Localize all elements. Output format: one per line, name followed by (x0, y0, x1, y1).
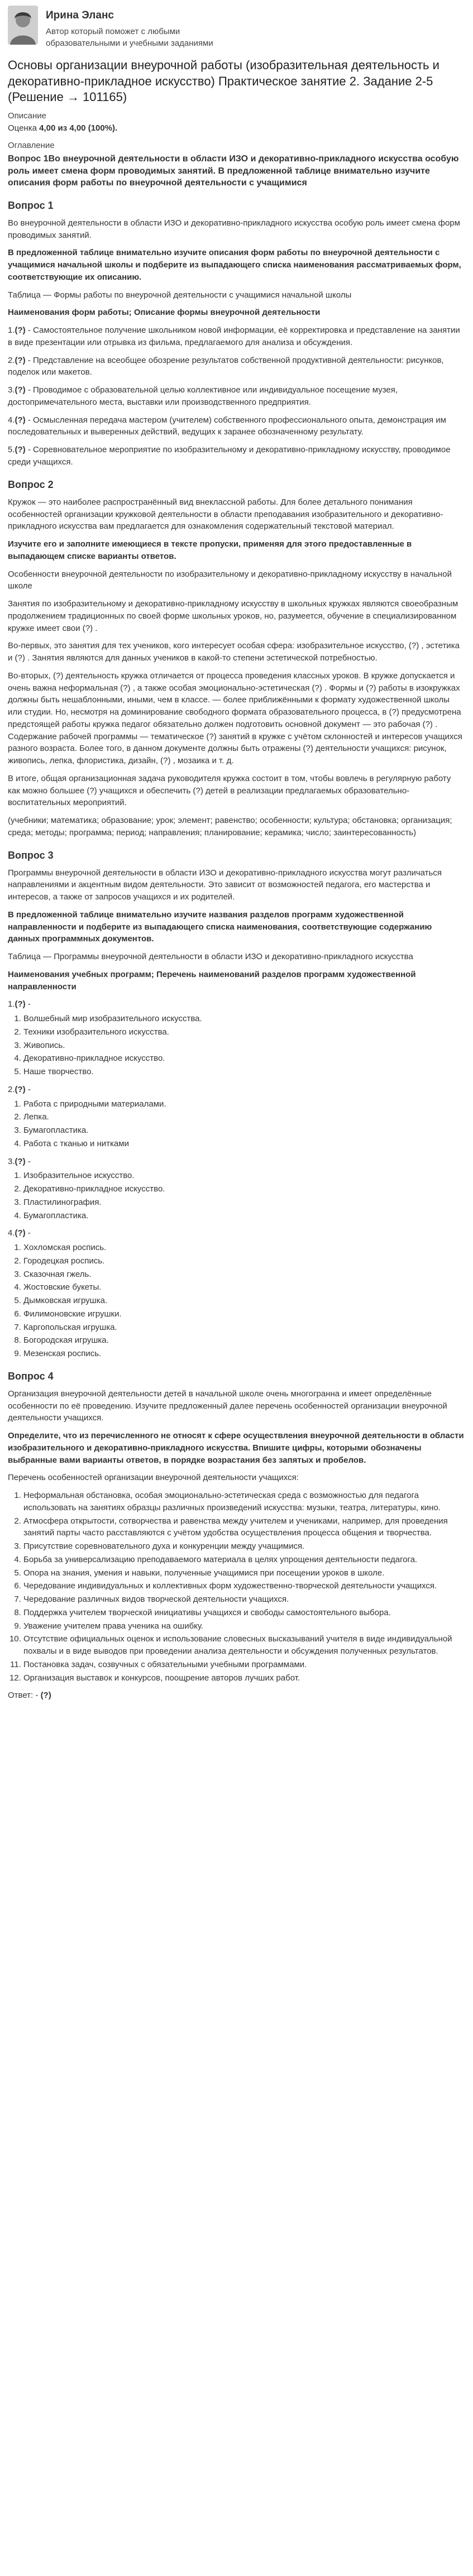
list-item: 4. Борьба за универсализацию преподаваемого материала в целях упрощения деятельности педагога. (23, 1554, 465, 1566)
answer-blank[interactable]: (?) (15, 1084, 26, 1094)
question-3-heading: Вопрос 3 (8, 849, 54, 861)
item-number: 5. (8, 445, 15, 455)
list-item: 11. Постановка задач, созвучных с обязательными учебными программами. (23, 1659, 465, 1671)
answer-blank[interactable]: (?) (15, 445, 26, 455)
question-4-answer (8, 1689, 465, 1702)
question-1-intro: Во внеурочной деятельности в области ИЗО и декоративно-прикладного искусства особую роль имеет смена форм проводимых занятий. (8, 218, 460, 240)
question-1-item (8, 414, 465, 439)
author-info (46, 6, 247, 50)
answer-blank[interactable]: (?) (15, 355, 26, 365)
question-2-paragraph: В итоге, общая организационная задача руководителя кружка состоит в том, чтобы вовлечь в регулярную работу как можно большее (?) учащихся и обеспечить (?) детей в реализации предлагаемых образовательно-воспитательных мероприятий. (8, 773, 451, 808)
program-group: 1.(?) - 1. Волшебный мир изобразительного искусства. 2. Техники изобразительного искусства. 3. Живопись. 4. Декоративно-прикладное искусство. 5. Наше творчество. (8, 998, 465, 1078)
list-item: 5. Наше творчество. (23, 1066, 465, 1078)
list-item: 1. Неформальная обстановка, особая эмоционально-эстетическая среда с возможностью для педагога использовать на занятиях образцы различных произведений искусства: музыки, театра, литературы, кино. (23, 1490, 465, 1514)
toc-link-question-1[interactable]: Вопрос 1Во внеурочной деятельности в области ИЗО и декоративно-прикладного искусства особую роль имеет смена форм проводимых занятий. В предложенной таблице внимательно изучите описания форм работы по внеурочной деятельности с учащимися (8, 154, 459, 188)
item-number: 3. (8, 385, 15, 395)
question-1-item (8, 355, 465, 379)
toc-label: Оглавление (8, 141, 55, 151)
program-sections-list (8, 1170, 465, 1222)
question-2-heading: Вопрос 2 (8, 478, 54, 490)
list-item: 5. Дымковская игрушка. (23, 1295, 465, 1307)
item-text: - Самостоятельное получение школьником новой информации, её корректировка и представление на занятии в виде презентации или отрывка из фильма, предлагаемого для анализа и обсуждения. (8, 325, 460, 347)
list-item: 3. Бумагопластика. (23, 1124, 465, 1137)
question-3-task: В предложенной таблице внимательно изучите названия разделов программ художественной направленности и подберите из выпадающего списка наименования, соответствующие содержанию данных программных документов. (8, 909, 432, 944)
list-item: 9. Мезенская роспись. (23, 1348, 465, 1360)
author-name[interactable]: Ирина Эланс (46, 9, 114, 21)
list-item: 5. Опора на знания, умения и навыки, полученные учащимися при посещении уроков в школе. (23, 1567, 465, 1579)
question-1-item (8, 324, 465, 349)
list-item: 4. Жостовские букеты. (23, 1281, 465, 1294)
avatar[interactable] (8, 6, 38, 45)
author-subtitle: Автор который поможет с любыми образовательными и учебными заданиями (46, 26, 213, 49)
answer-blank[interactable]: (?) (15, 325, 26, 336)
question-3-table-header: Наименования учебных программ; Перечень наименований разделов программ художественной направленности (8, 969, 416, 992)
question-1-task: В предложенной таблице внимательно изучите описания форм работы по внеурочной деятельности с учащимися начальной школы и подберите из выпадающего списка наименования рассматриваемых форм, соответствующие их описанию. (8, 248, 461, 282)
question-2-paragraph: Занятия по изобразительному и декоративно-прикладному искусству в школьных кружках являются своеобразным продолжением традиционных по своей форме школьных уроков, но, разумеется, обучение в специализированном кружке имеет свои (?) . (8, 599, 458, 633)
list-item: 2. Атмосфера открытости, сотворчества и равенства между учителем и учениками, например, для проведения занятий парты часто расставляются с учётом удобства осуществления процесса общения и творчества. (23, 1515, 465, 1540)
list-item: 2. Городецкая роспись. (23, 1255, 465, 1267)
page-title: Основы организации внеурочной работы (изобразительная деятельность и декоративно-прикладное искусство) Практическое занятие 2. Задание 2-5 (Решение → 101165) (8, 58, 439, 104)
list-item: 2. Лепка. (23, 1111, 465, 1123)
list-item: 4. Работа с тканью и нитками (23, 1138, 465, 1150)
list-item: 1. Изобразительное искусство. (23, 1170, 465, 1182)
list-item: 1. Волшебный мир изобразительного искусства. (23, 1013, 465, 1025)
program-group: 4.(?) - 1. Хохломская роспись. 2. Городецкая роспись. 3. Сказочная гжель. 4. Жостовские букеты. 5. Дымковская игрушка. 6. Филимоновские игрушки. 7. Каргопольская игрушка. 8. Богородская игрушка. 9. Мезенская роспись. (8, 1227, 465, 1360)
question-2-task: Изучите его и заполните имеющиеся в тексте пропуски, применяя для этого предоставленные в выпадающем списке варианты ответов. (8, 539, 412, 561)
item-number: 2. (8, 355, 15, 365)
item-text: - Представление на всеобщее обозрение результатов собственной продуктивной деятельности: рисунков, поделок или макетов. (8, 355, 444, 377)
question-2-paragraph: Во-первых, это занятия для тех учеников, кого интересует особая сфера: изобразительное искусство, (?) , эстетика и (?) . Занятия являются для данных учеников в какой-то степени эстетической потребностью. (8, 641, 460, 663)
answer-blank[interactable]: (?) (15, 415, 26, 425)
score-prefix: Оценка (8, 123, 37, 133)
list-item: 7. Каргопольская игрушка. (23, 1321, 465, 1334)
user-avatar-icon (8, 6, 38, 45)
item-number: 4. (8, 415, 15, 425)
answer-blank[interactable]: (?) (15, 999, 26, 1009)
group-number: 1. (8, 999, 15, 1009)
question-1-table-caption: Таблица — Формы работы по внеурочной деятельности с учащимися начальной школы (8, 290, 352, 300)
answer-blank[interactable]: (?) (40, 1691, 51, 1701)
description-label: Описание (8, 111, 47, 121)
answer-label: Ответ: - (8, 1691, 39, 1701)
list-item: 3. Присутствие соревновательного духа и конкуренции между учащимися. (23, 1540, 465, 1553)
group-number: 2. (8, 1084, 15, 1094)
item-text: - Соревновательное мероприятие по изобразительному и декоративно-прикладному искусству, проводимое среди учащихся. (8, 445, 451, 467)
list-item: 6. Филимоновские игрушки. (23, 1308, 465, 1320)
question-4-intro: Организация внеурочной деятельности детей в начальной школе очень многогранна и имеет определённые особенности по её проведению. Изучите предложенный далее перечень особенностей организации внеурочной деятельности учащихся. (8, 1388, 447, 1423)
question-4-heading: Вопрос 4 (8, 1370, 54, 1382)
program-sections-list (8, 1098, 465, 1150)
question-2-paragraph: Во-вторых, (?) деятельность кружка отличается от процесса проведения классных уроков. В кружке допускается и очень важна неформальная (?) , а также особая эмоционально-эстетическая (?) . Формы и (?) работы в изокружках должны быть нешаблонными, иными, чем в классе. — более приближёнными к формату художественной школы или студии. Но, несмотря на доминирование свободного формата образовательного процесса, в (?) предусмотрена предстоящей работы кружка педагог обязательно должен подготовить основной документ — это рабочая (?) . Содержание рабочей программы — тематическое (?) занятий в кружке с учётом склонностей и интересов учащихся разного возраста. Более того, в данном документе должны быть отражены (?) деятельности учащихся: рисунок, живопись, лепка, флористика, дизайн, (?) , мозаика и т. д. (8, 671, 462, 766)
program-sections-list (8, 1242, 465, 1360)
score-line (8, 122, 465, 135)
program-sections-list (8, 1013, 465, 1078)
answer-blank[interactable]: (?) (15, 385, 26, 395)
question-3-intro: Программы внеурочной деятельности в области ИЗО и декоративно-прикладного искусства могут различаться направлениями и акцентным видом деятельности. Это зависит от возможностей педагога, его мастерства и интересов, а также от запросов учащихся и их родителей. (8, 868, 442, 902)
score-value: 4,00 из 4,00 (100%). (39, 123, 118, 133)
question-2-options: (учебники; математика; образование; урок; элемент; равенство; особенности; культура; обстановка; организация; среда; методы; программа; период; направления; планирование; керамика; число; заинтересованность) (8, 816, 452, 837)
question-1-heading: Вопрос 1 (8, 199, 54, 211)
list-item: 2. Техники изобразительного искусства. (23, 1026, 465, 1038)
question-4-list-label: Перечень особенностей организации внеурочной деятельности учащихся: (8, 1473, 299, 1483)
question-4-task: Определите, что из перечисленного не относят к сфере осуществления внеурочной деятельности в области изобразительного и декоративно-прикладного искусства. Впишите цифры, которыми обозначены выбранные вами варианты ответов, в порядке возрастания без запятых и пробелов. (8, 1431, 464, 1465)
program-group: 3.(?) - 1. Изобразительное искусство. 2. Декоративно-прикладное искусство. 3. Пластилинография. 4. Бумагопластика. (8, 1156, 465, 1222)
list-item: 12. Организация выставок и конкурсов, поощрение авторов лучших работ. (23, 1672, 465, 1684)
list-item: 6. Чередование индивидуальных и коллективных форм художественно-творческой деятельности учащихся. (23, 1580, 465, 1592)
question-2-intro: Кружок — это наиболее распространённый вид внеклассной работы. Для более детального понимания особенностей организации кружковой деятельности в области преподавания изобразительного и декоративно-прикладного искусства вам предлагается для ознакомления содержательный текстовой материал. (8, 497, 443, 532)
list-item: 1. Работа с природными материалами. (23, 1098, 465, 1110)
list-item: 3. Живопись. (23, 1040, 465, 1052)
list-item: 7. Чередование различных видов творческой деятельности учащихся. (23, 1593, 465, 1606)
list-item: 1. Хохломская роспись. (23, 1242, 465, 1254)
question-1-item (8, 384, 465, 409)
list-item: 3. Пластилинография. (23, 1196, 465, 1209)
list-item: 2. Декоративно-прикладное искусство. (23, 1183, 465, 1195)
group-number: 3. (8, 1156, 15, 1166)
list-item: 4. Декоративно-прикладное искусство. (23, 1052, 465, 1065)
answer-blank[interactable]: (?) (15, 1228, 26, 1238)
answer-blank[interactable]: (?) (15, 1156, 26, 1166)
question-1-item (8, 444, 465, 468)
program-group: 2.(?) - 1. Работа с природными материалами. 2. Лепка. 3. Бумагопластика. 4. Работа с тканью и нитками (8, 1084, 465, 1150)
item-text: - Осмысленная передача мастером (учителем) собственного профессионального опыта, демонстрация им последовательных и выверенных действий, ведущих к заранее обозначенному результату. (8, 415, 446, 437)
group-number: 4. (8, 1228, 15, 1238)
item-number: 1. (8, 325, 15, 336)
list-item: 4. Бумагопластика. (23, 1210, 465, 1222)
list-item: 3. Сказочная гжель. (23, 1268, 465, 1281)
list-item: 10. Отсутствие официальных оценок и использование словесных высказываний учителя в виде индивидуальной похвалы и в виде выводов при проведении анализа деятельности и обсуждения полученных результатов. (23, 1633, 465, 1658)
list-item: 8. Богородская игрушка. (23, 1334, 465, 1347)
question-1-table-header: Наименования форм работы; Описание формы внеурочной деятельности (8, 308, 321, 318)
features-list (8, 1490, 465, 1684)
list-item: 8. Поддержка учителем творческой инициативы учащихся и свободы самостоятельного выбора. (23, 1607, 465, 1619)
item-text: - Проводимое с образовательной целью коллективное или индивидуальное посещение музея, достопримечательного места, выставки или производственного предприятия. (8, 385, 398, 407)
author-header (8, 6, 465, 50)
list-item: 9. Уважение учителем права ученика на ошибку. (23, 1620, 465, 1632)
question-3-table-caption: Таблица — Программы внеурочной деятельности в области ИЗО и декоративно-прикладного искусства (8, 952, 413, 962)
question-2-text-title: Особенности внеурочной деятельности по изобразительному и декоративно-прикладному искусству в начальной школе (8, 569, 452, 591)
